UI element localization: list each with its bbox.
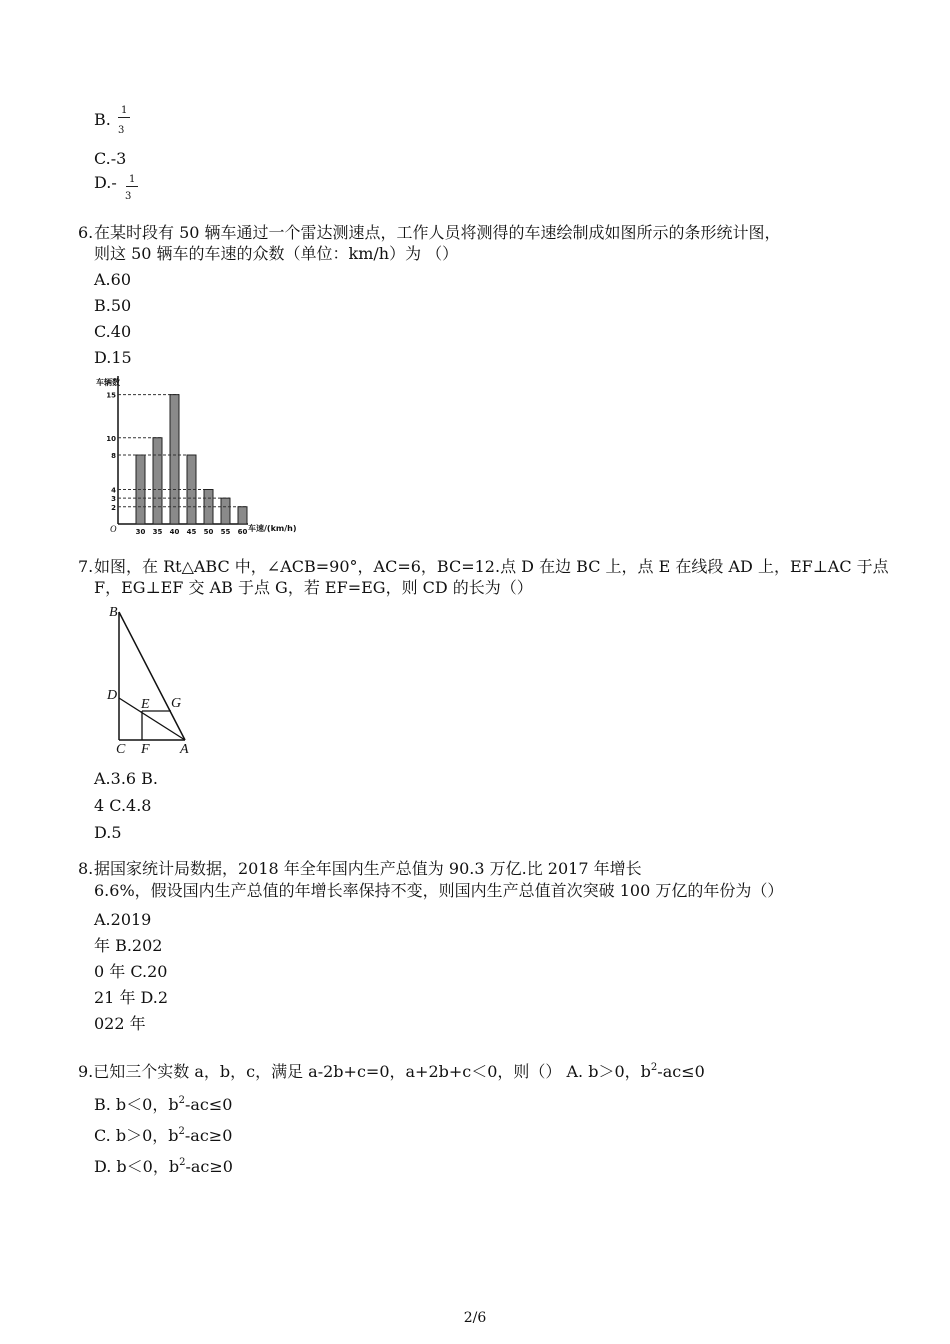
- q8-option-line4: 21 年 D.2: [94, 988, 169, 1007]
- x-axis-label: 车速/(km/h): [248, 524, 297, 533]
- q8-option-line1: A.2019: [94, 910, 152, 929]
- q8-number: 8.: [78, 859, 94, 878]
- q7-option-line3: D.5: [94, 823, 122, 842]
- q5-option-d-label: D.-: [94, 173, 117, 192]
- q7-stem-line1: [78, 557, 889, 577]
- q9-number: 9.: [78, 1062, 94, 1081]
- q8-option-line5: 022 年: [94, 1014, 146, 1033]
- q5-option-d: [94, 173, 117, 193]
- q7-number: 7.: [78, 557, 94, 576]
- origin-label: O: [110, 524, 117, 534]
- q5-option-b-denominator: 3: [118, 125, 125, 136]
- q9-option-c-sup: 2: [178, 1126, 185, 1137]
- q9-text-pre: 已知三个实数 a，b，c，满足 a-2b+c=0，a+2b+c＜0，则（） A. b＞0，b: [93, 1062, 651, 1081]
- q6-number: 6.: [78, 223, 94, 242]
- q8-stem-line2: 6.6%，假设国内生产总值的年增长率保持不变，则国内生产总值首次突破 100 万亿的年份为（）: [94, 881, 784, 900]
- y-tick-label: 10: [106, 434, 116, 443]
- q5-option-b: [94, 110, 111, 130]
- q9-option-b-pre: B. b＜0，b: [94, 1095, 179, 1114]
- label-a: A: [180, 742, 189, 757]
- x-tick-label: 60: [237, 528, 248, 536]
- page-number: 2/6: [463, 1310, 487, 1326]
- label-e: E: [141, 697, 150, 712]
- fraction-bar: [118, 117, 130, 118]
- q9-option-c: [94, 1122, 232, 1146]
- bar: [238, 507, 247, 524]
- label-d: D: [107, 688, 118, 703]
- q6-option-c: C.40: [94, 322, 132, 341]
- q8-option-line2: 年 B.202: [94, 936, 163, 955]
- q6-option-a: A.60: [94, 270, 131, 289]
- q8-text1: 据国家统计局数据，2018 年全年国内生产总值为 90.3 万亿.比 2017 年增长: [94, 859, 642, 878]
- q5-option-d-denominator: 3: [125, 191, 132, 202]
- x-tick-label: 35: [152, 528, 163, 536]
- q9-option-b-sup: 2: [178, 1095, 185, 1106]
- label-f: F: [141, 742, 150, 757]
- q8-stem-line1: [78, 859, 642, 879]
- q9-option-b: [94, 1091, 232, 1115]
- q5-option-c: C.-3: [94, 149, 127, 168]
- y-axis-label: 车辆数: [96, 378, 120, 387]
- q5-option-b-numerator: 1: [121, 105, 128, 116]
- q9-option-b-post: -ac≤0: [184, 1095, 233, 1114]
- x-tick-label: 55: [220, 528, 231, 536]
- fraction-bar: [126, 186, 138, 187]
- bar: [170, 395, 179, 524]
- x-tick-label: 40: [169, 528, 180, 536]
- y-tick-label: 4: [111, 486, 116, 495]
- q9-option-c-post: -ac≥0: [184, 1126, 233, 1145]
- label-g: G: [171, 696, 182, 711]
- q6-text1: 在某时段有 50 辆车通过一个雷达测速点，工作人员将测得的车速绘制成如图所示的条形统计图，: [94, 223, 781, 242]
- y-tick-label: 2: [111, 503, 116, 512]
- q9-option-c-pre: C. b＞0，b: [94, 1126, 179, 1145]
- q7-option-line1: A.3.6 B.: [94, 769, 159, 788]
- q7-text1: 如图，在 Rt△ABC 中，∠ACB=90°，AC=6，BC=12.点 D 在边 BC 上，点 E 在线段 AD 上，EF⊥AC 于点: [94, 557, 889, 576]
- x-tick-label: 30: [135, 528, 146, 536]
- y-tick-label: 3: [111, 495, 116, 504]
- y-tick-label: 15: [106, 391, 116, 400]
- q7-stem-line2: F，EG⊥EF 交 AB 于点 G，若 EF=EG，则 CD 的长为（）: [94, 578, 533, 597]
- q9-text-post: -ac≤0: [657, 1062, 705, 1081]
- q9-option-d-pre: D. b＜0，b: [94, 1157, 180, 1176]
- q5-option-d-numerator: 1: [129, 174, 136, 185]
- x-tick-label: 45: [186, 528, 197, 536]
- q5-option-b-label: B.: [94, 110, 111, 129]
- bar: [153, 438, 162, 524]
- label-b: B: [109, 605, 118, 620]
- q7-option-line2: 4 C.4.8: [94, 796, 152, 815]
- q8-option-line3: 0 年 C.20: [94, 962, 168, 981]
- q6-option-b: B.50: [94, 296, 132, 315]
- x-tick-label: 50: [203, 528, 214, 536]
- q6-stem-line1: [78, 223, 781, 243]
- q9-option-d-post: -ac≥0: [185, 1157, 233, 1176]
- y-tick-label: 8: [111, 452, 116, 460]
- q6-stem-line2: 则这 50 辆车的车速的众数（单位：km/h）为 （）: [94, 244, 459, 263]
- triangle-figure: [100, 600, 200, 760]
- segment-ab: [119, 612, 185, 740]
- q9-text-sup: 2: [650, 1062, 658, 1073]
- speed-bar-chart: [90, 372, 310, 538]
- q9-stem-line1: [78, 1058, 705, 1082]
- q6-option-d: D.15: [94, 348, 132, 367]
- label-c: C: [116, 742, 126, 757]
- q9-option-d: [94, 1153, 233, 1177]
- q9-option-d-sup: 2: [179, 1157, 186, 1168]
- bar: [221, 498, 230, 524]
